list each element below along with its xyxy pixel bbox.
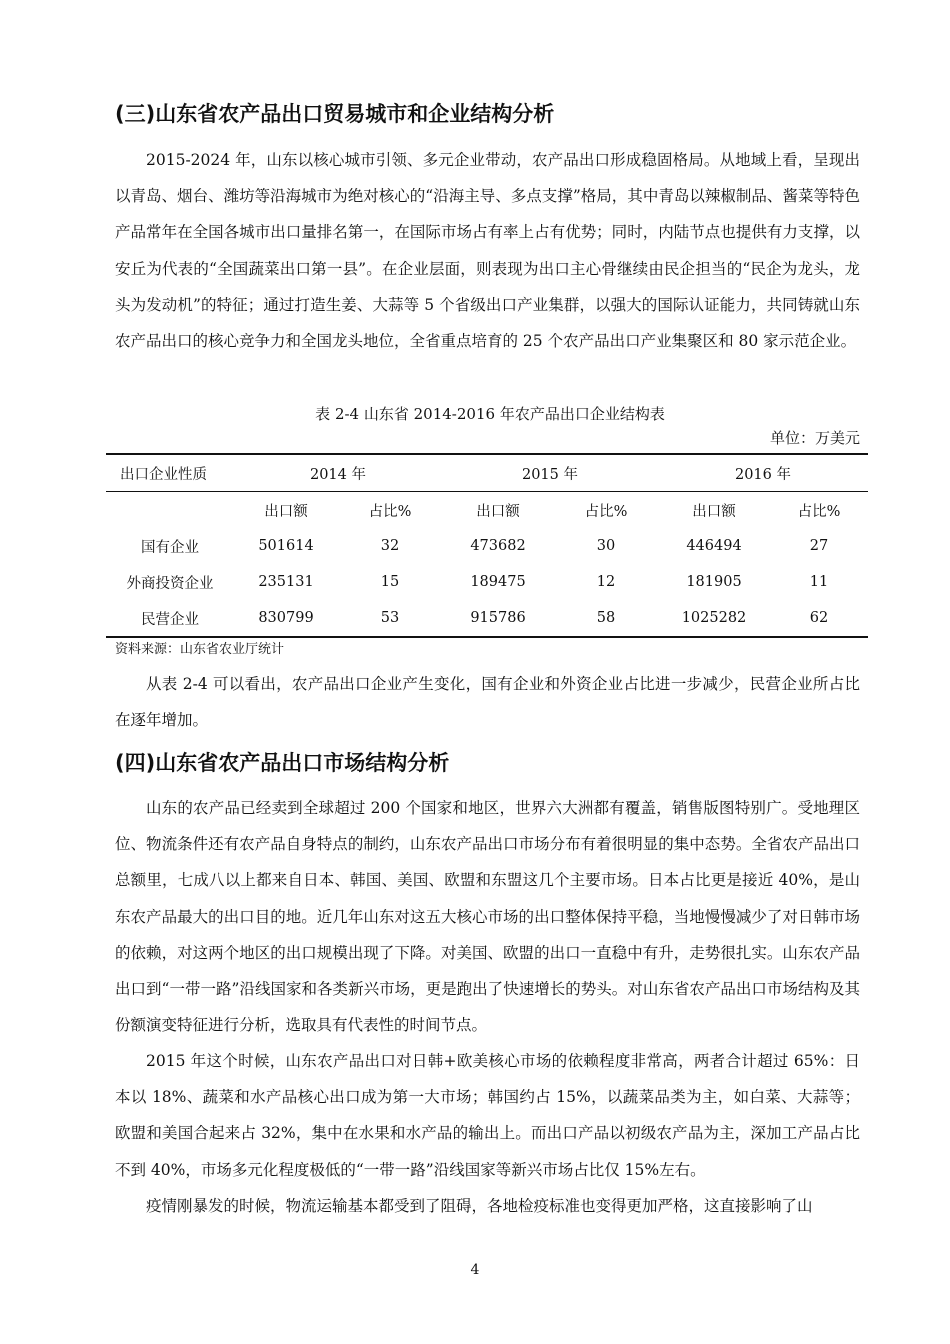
table-row [106,528,868,564]
table-cell: 32 [380,538,400,554]
table-cell: 53 [338,600,442,637]
table-cell: 11 [809,574,829,590]
table-analysis-paragraph: 从表 2-4 可以看出，农产品出口企业产生变化，国有企业和外资企业占比进一步减少，民营企业所占比在逐年增加。 [115,675,860,730]
subheader-cell: 出口额 [264,503,308,520]
table-cell: 58 [554,600,658,637]
table-subheader-row [106,492,868,529]
year-header: 2016 年 [658,454,868,492]
subheader-cell: 占比% [797,503,841,520]
table-cell: 27 [809,538,829,554]
subheader-cell: 出口额 [692,503,736,520]
table-cell: 189475 [470,574,526,590]
section-3-paragraph: 2015-2024 年，山东以核心城市引领、多元企业带动，农产品出口形成稳固格局。从地域上看，呈现出以青岛、烟台、潍坊等沿海城市为绝对核心的“沿海主导、多点支撑”格局，其中青岛以辣椒制品、酱菜等特色产品常年在全国各城市出口量排名第一，在国际市场占有率上占有优势；同时，内陆节点也提供有力支撑，以安丘为代表的“全国蔬菜出口第一县”。在企业层面，则表现为出口主心骨继续由民企担当的“民企为龙头，龙头为发动机”的特征；通过打造生姜、大蒜等 5 个省级出口产业集群，以强大的国际认证能力，共同铸就山东农产品出口的核心竞争力和全国龙头地位，全省重点培育的 25 个农产品出口产业集聚区和 80 家示范企业。 [115,151,860,351]
table-cell: 1025282 [658,600,770,637]
subheader-cell: 出口额 [476,503,520,520]
table-header-row [106,454,868,492]
table-unit: 单位：万美元 [769,429,860,447]
table-cell: 830799 [234,600,338,637]
enterprise-structure-table [106,453,868,638]
section-3-heading: (三)山东省农产品出口贸易城市和企业结构分析 [115,102,555,126]
col-header-enterprise-type: 出口企业性质 [106,454,234,492]
table-source: 资料来源：山东省农业厅统计 [115,642,285,657]
subheader-cell: 占比% [368,503,412,520]
page-number: 4 [470,1262,480,1278]
table-cell: 473682 [470,538,526,554]
table-row [106,600,868,637]
table-cell: 12 [596,574,616,590]
subheader-cell: 占比% [584,503,628,520]
table-cell: 446494 [686,538,742,554]
blank-cell [106,492,234,529]
year-header: 2015 年 [442,454,658,492]
section-4-heading: (四)山东省农产品出口市场结构分析 [115,751,450,775]
section-4-paragraph-2: 2015 年这个时候，山东农产品出口对日韩+欧美核心市场的依赖程度非常高，两者合计超过 65%：日本以 18%、蔬菜和水产品核心出口成为第一大市场；韩国约占 15%，以蔬菜品类为主，如白菜、大蒜等；欧盟和美国合起来占 32%，集中在水果和水产品的输出上。而出口产品以初级农产品为主，深加工产品占比不到 40%，市场多元化程度极低的“一带一路”沿线国家等新兴市场占比仅 15%左右。 [115,1052,860,1179]
row-label: 国有企业 [141,539,199,556]
table-cell: 181905 [686,574,742,590]
year-header: 2014 年 [234,454,442,492]
section-4-paragraph-3: 疫情刚暴发的时候，物流运输基本都受到了阻碍，各地检疫标准也变得更加严格，这直接影响了山 [146,1197,813,1215]
table-cell: 15 [380,574,400,590]
table-row [106,564,868,600]
table-cell: 235131 [258,574,314,590]
table-cell: 30 [596,538,616,554]
table-cell: 501614 [258,538,314,554]
table-cell: 915786 [442,600,554,637]
table-caption: 表 2-4 山东省 2014-2016 年农产品出口企业结构表 [315,405,665,423]
section-4-paragraph-1: 山东的农产品已经卖到全球超过 200 个国家和地区，世界六大洲都有覆盖，销售版图特别广。受地理区位、物流条件还有农产品自身特点的制约，山东农产品出口市场分布有着很明显的集中态势。全省农产品出口总额里，七成八以上都来自日本、韩国、美国、欧盟和东盟这几个主要市场。日本占比更是接近 40%，是山东农产品最大的出口目的地。近几年山东对这五大核心市场的出口整体保持平稳，当地慢慢减少了对日韩市场的依赖，对这两个地区的出口规模出现了下降。对美国、欧盟的出口一直稳中有升，走势很扎实。山东农产品出口到“一带一路”沿线国家和各类新兴市场，更是跑出了快速增长的势头。对山东省农产品出口市场结构及其份额演变特征进行分析，选取具有代表性的时间节点。 [115,799,860,1035]
table-cell: 62 [770,600,868,637]
row-label: 外商投资企业 [126,575,214,592]
row-label: 民营企业 [106,600,234,637]
